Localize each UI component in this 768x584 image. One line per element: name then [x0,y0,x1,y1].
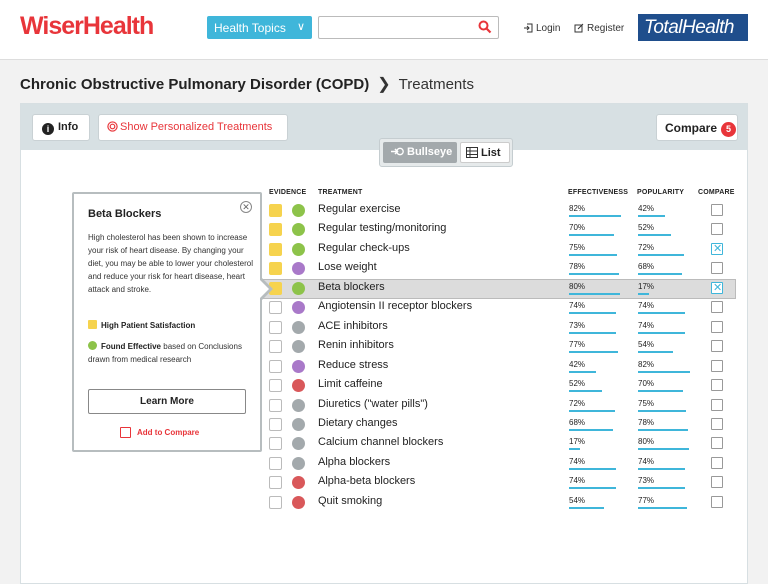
treatment-name[interactable]: Diuretics ("water pills") [318,398,428,410]
site-logo[interactable]: WiserHealth [20,12,154,40]
effectiveness-value: 74% [569,301,586,310]
popularity-value: 68% [638,262,655,271]
popularity-value: 52% [638,223,655,232]
effectiveness-bar [569,312,616,314]
evidence-dot [292,243,305,256]
popularity-value: 70% [638,379,655,388]
breadcrumb-condition[interactable]: Chronic Obstructive Pulmonary Disorder (COPD) [20,76,370,93]
compare-checkbox[interactable] [711,418,723,430]
effectiveness-value: 72% [569,399,586,408]
effectiveness-value: 82% [569,204,586,213]
satisfaction-indicator [269,360,282,373]
popularity-bar [638,293,649,295]
evidence-dot [292,418,305,431]
effective-label: Found Effective [101,342,162,351]
treatment-name[interactable]: ACE inhibitors [318,320,388,332]
header-effectiveness[interactable]: EFFECTIVENESS [568,189,629,196]
satisfaction-indicator [269,340,282,353]
chevron-down-icon: ∨ [296,21,305,33]
bullseye-icon [390,146,404,157]
chevron-right-icon: ❯ [377,76,391,93]
target-icon [107,121,118,132]
treatment-name[interactable]: Regular testing/monitoring [318,222,447,234]
table-row[interactable] [0,493,768,512]
satisfaction-indicator [269,204,282,217]
bullseye-label: Bullseye [407,146,453,158]
satisfaction-indicator [269,418,282,431]
popularity-bar [638,390,683,392]
effectiveness-bar [569,293,620,295]
evidence-dot [292,282,305,295]
effectiveness-value: 75% [569,243,586,252]
popularity-value: 77% [638,496,655,505]
satisfaction-indicator [269,379,282,392]
compare-count-badge: 5 [721,122,736,137]
health-topics-label: Health Topics [214,21,286,35]
effectiveness-bar [569,215,621,217]
treatment-name[interactable]: Alpha-beta blockers [318,475,416,487]
effectiveness-value: 70% [569,223,586,232]
effectiveness-bar [569,507,604,509]
edit-icon [574,23,584,33]
popularity-value: 54% [638,340,655,349]
effectiveness-bar [569,371,596,373]
info-button[interactable] [32,114,90,141]
popover-title: Beta Blockers [88,208,162,220]
compare-checkbox[interactable] [711,476,723,488]
treatment-name[interactable]: Beta blockers [318,281,385,293]
health-topics-dropdown[interactable] [207,16,312,39]
evidence-dot [292,204,305,217]
evidence-dot [292,360,305,373]
compare-checkbox[interactable] [711,223,723,235]
popularity-bar [638,234,671,236]
treatment-name[interactable]: Alpha blockers [318,456,391,468]
evidence-dot [292,437,305,450]
evidence-dot [292,301,305,314]
compare-checkbox[interactable] [711,360,723,372]
header-treatment[interactable]: TREATMENT [318,189,363,196]
effectiveness-value: 78% [569,262,586,271]
evidence-dot [292,262,305,275]
effectiveness-bar [569,410,615,412]
compare-checkbox[interactable] [711,457,723,469]
effectiveness-bar [569,234,614,236]
treatment-name[interactable]: Dietary changes [318,417,398,429]
treatment-name[interactable]: Limit caffeine [318,378,383,390]
effectiveness-value: 73% [569,321,586,330]
satisfaction-indicator [269,321,282,334]
popularity-value: 72% [638,243,655,252]
evidence-dot [292,321,305,334]
compare-checkbox[interactable] [711,399,723,411]
add-to-compare-checkbox[interactable] [120,427,199,438]
effectiveness-bar [569,351,618,353]
personalized-treatments-button[interactable] [98,114,288,141]
popularity-bar [638,312,685,314]
satisfaction-indicator [269,223,282,236]
popularity-bar [638,332,685,334]
popularity-value: 75% [638,399,655,408]
compare-checkbox[interactable] [711,437,723,449]
effective-detail: based on Conclusions drawn from medical research [88,342,242,364]
compare-checkbox[interactable] [711,262,723,274]
login-link[interactable] [523,23,560,34]
table-row[interactable] [0,473,768,492]
satisfaction-label: High Patient Satisfaction [101,321,196,330]
compare-label: Compare [665,121,718,135]
satisfaction-indicator [269,262,282,275]
effectiveness-bar [569,332,616,334]
treatment-name[interactable]: Lose weight [318,261,377,273]
popularity-bar [638,273,682,275]
list-icon [466,147,478,158]
satisfaction-indicator [269,437,282,450]
popularity-bar [638,351,673,353]
popularity-value: 73% [638,476,655,485]
treatment-name[interactable]: Regular check-ups [318,242,410,254]
popularity-bar [638,448,689,450]
treatment-name[interactable]: Regular exercise [318,203,401,215]
popularity-bar [638,215,665,217]
site-header [0,0,768,60]
register-label: Register [587,23,625,34]
effectiveness-value: 52% [569,379,586,388]
compare-checkbox[interactable] [711,340,723,352]
add-to-compare-label: Add to Compare [137,428,200,437]
compare-checkbox[interactable] [711,282,723,294]
popularity-bar [638,468,685,470]
popularity-value: 17% [638,282,655,291]
treatment-name[interactable]: Angiotensin II receptor blockers [318,300,473,312]
popularity-bar [638,254,684,256]
effectiveness-bar [569,487,616,489]
effectiveness-value: 80% [569,282,586,291]
breadcrumb-page: Treatments [398,76,474,93]
effectiveness-value: 42% [569,360,586,369]
compare-checkbox[interactable] [711,243,723,255]
effectiveness-bar [569,448,580,450]
breadcrumb [20,74,474,94]
view-toggle [379,138,513,167]
popularity-value: 78% [638,418,655,427]
table-row[interactable] [0,454,768,473]
effectiveness-value: 54% [569,496,586,505]
popularity-value: 82% [638,360,655,369]
popularity-bar [638,371,690,373]
popularity-value: 74% [638,321,655,330]
effectiveness-bar [569,468,616,470]
popover-arrow-inner [259,279,269,299]
evidence-dot [292,223,305,236]
evidence-dot [292,340,305,353]
evidence-dot [292,399,305,412]
bullseye-view-button[interactable] [383,142,457,163]
compare-checkbox[interactable] [711,321,723,333]
list-label: List [481,147,501,159]
popover-description: High cholesterol has been shown to increase your risk of heart disease. By changing your diet, you may be able to lower your cholesterol and reduce your risk for heart disease, heart attack and stroke. [88,233,253,294]
popularity-bar [638,410,686,412]
effectiveness-value: 74% [569,457,586,466]
effectiveness-value: 74% [569,476,586,485]
evidence-dot [292,379,305,392]
popover-satisfaction [88,320,195,330]
popularity-value: 42% [638,204,655,213]
evidence-dot [292,496,305,509]
list-view-button[interactable] [460,142,510,163]
info-label: Info [58,121,79,133]
satisfaction-indicator [269,457,282,470]
treatment-name[interactable]: Renin inhibitors [318,339,394,351]
satisfaction-indicator [269,399,282,412]
register-link[interactable] [574,23,624,34]
treatment-name[interactable]: Calcium channel blockers [318,436,444,448]
compare-checkbox[interactable] [711,379,723,391]
popularity-bar [638,487,685,489]
satisfaction-indicator [269,301,282,314]
popularity-value: 74% [638,301,655,310]
close-icon[interactable]: ✕ [240,201,252,213]
satisfaction-indicator [269,476,282,489]
login-icon [523,23,533,33]
effectiveness-bar [569,273,619,275]
search-icon[interactable] [478,20,492,39]
treatment-name[interactable]: Reduce stress [318,359,389,371]
learn-more-button[interactable]: Learn More [88,389,246,414]
popover-effective [88,340,248,366]
header-evidence[interactable]: EVIDENCE [269,189,307,196]
satisfaction-square-icon [88,320,97,329]
evidence-dot [292,476,305,489]
login-label: Login [536,23,561,34]
effectiveness-value: 77% [569,340,586,349]
satisfaction-indicator [269,496,282,509]
treatment-name[interactable]: Quit smoking [318,495,383,507]
info-icon: i [42,123,54,135]
satisfaction-indicator [269,243,282,256]
checkbox-icon [120,427,131,438]
effectiveness-value: 68% [569,418,586,427]
effective-dot-icon [88,341,97,350]
effectiveness-value: 17% [569,437,586,446]
brand-logo[interactable]: TotalHealth [638,14,748,41]
effectiveness-bar [569,429,613,431]
popularity-bar [638,507,687,509]
compare-checkbox[interactable] [711,301,723,313]
header-popularity[interactable]: POPULARITY [637,189,685,196]
effectiveness-bar [569,254,617,256]
compare-checkbox[interactable] [711,204,723,216]
popularity-bar [638,429,688,431]
header-compare[interactable]: COMPARE [698,189,735,196]
compare-checkbox[interactable] [711,496,723,508]
effectiveness-bar [569,390,602,392]
compare-button[interactable] [656,114,738,141]
evidence-dot [292,457,305,470]
personalized-label: Show Personalized Treatments [120,121,273,133]
treatment-popover [72,192,262,452]
search-input[interactable] [318,16,499,39]
popularity-value: 80% [638,437,655,446]
popularity-value: 74% [638,457,655,466]
